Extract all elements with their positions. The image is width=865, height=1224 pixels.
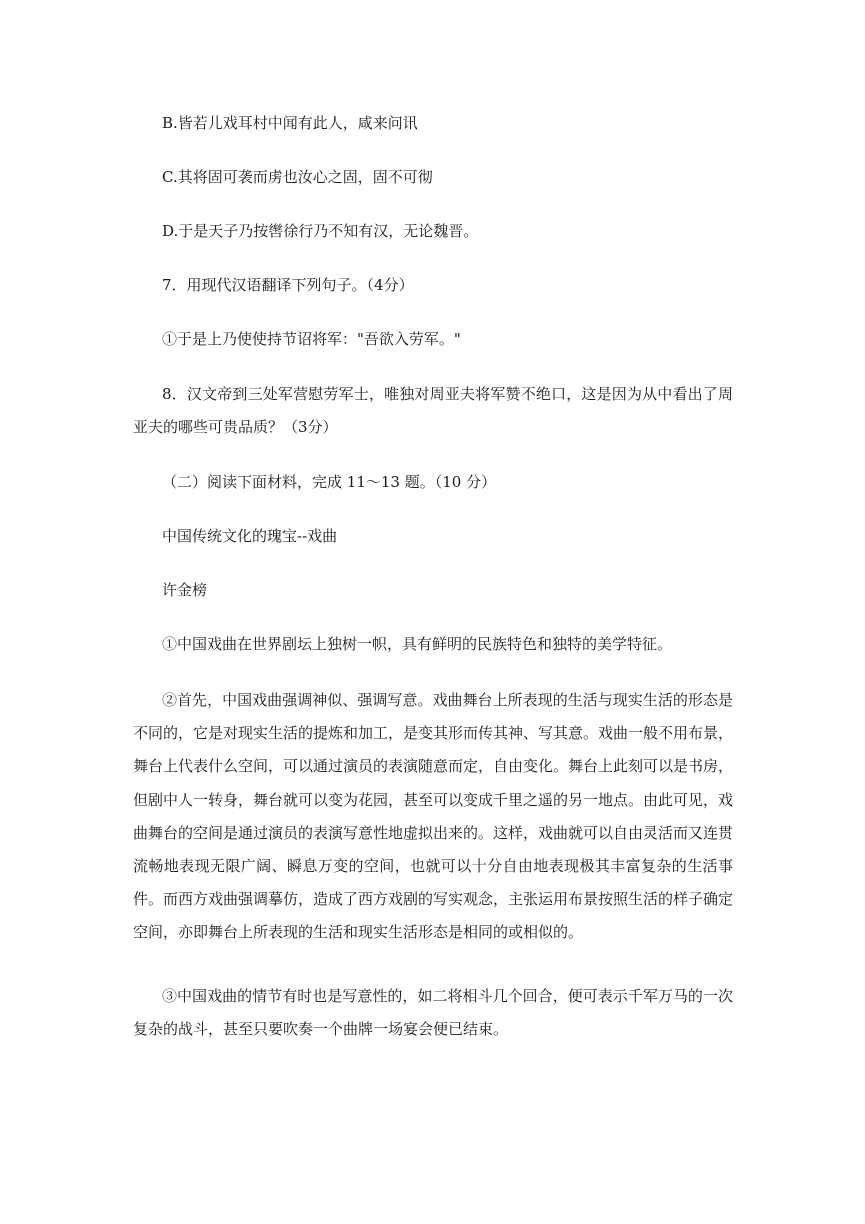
question-7: 7．用现代汉语翻译下列句子。（4分）: [162, 276, 414, 294]
article-paragraph-1: ①中国戏曲在世界剧坛上独树一帜，具有鲜明的民族特色和独特的美学特征。: [162, 635, 673, 653]
article-paragraph-2: ②首先，中国戏曲强调神似、强调写意。戏曲舞台上所表现的生活与现实生活的形态是不同的，它是对现实生活的提炼和加工，是变其形而传其神、写其意。戏曲一般不用布景，舞台上代表什么空间，可以通过演员的表演随意而定，自由变化。舞台上此刻可以是书房，但剧中人一转身，舞台就可以变为花园，甚至可以变成千里之遥的另一地点。由此可见，戏曲舞台的空间是通过演员的表演写意性地虚拟出来的。这样，戏曲就可以自由灵活而又连贯流畅地表现无限广阔、瞬息万变的空间，也就可以十分自由地表现极其丰富复杂的生活事件。而西方戏曲强调摹仿，造成了西方戏剧的写实观念，主张运用布景按照生活的样子确定空间，亦即舞台上所表现的生活和现实生活形态是相同的或相似的。: [133, 691, 734, 942]
article-title: 中国传统文化的瑰宝--戏曲: [162, 527, 338, 545]
question-7-sentence: ①于是上乃使使持节诏将军："吾欲入劳军。": [162, 330, 461, 348]
option-c: C.其将固可袭而虏也汝心之固，固不可彻: [162, 168, 433, 186]
option-b: B.皆若儿戏耳村中闻有此人，咸来问讯: [162, 114, 418, 132]
article-paragraph-3: ③中国戏曲的情节有时也是写意性的，如二将相斗几个回合，便可表示千军万马的一次复杂的战斗，甚至只要吹奏一个曲牌一场宴会便已结束。: [133, 987, 733, 1039]
question-8: 8．汉文帝到三处军营慰劳军士，唯独对周亚夫将军赞不绝口，这是因为从中看出了周亚夫的哪些可贵品质？（3分）: [133, 385, 733, 437]
article-author: 许金榜: [162, 581, 208, 599]
section-two-heading: （二）阅读下面材料，完成 11～13 题。（10 分）: [162, 473, 497, 491]
option-d: D.于是天子乃按辔徐行乃不知有汉，无论魏晋。: [162, 222, 479, 240]
